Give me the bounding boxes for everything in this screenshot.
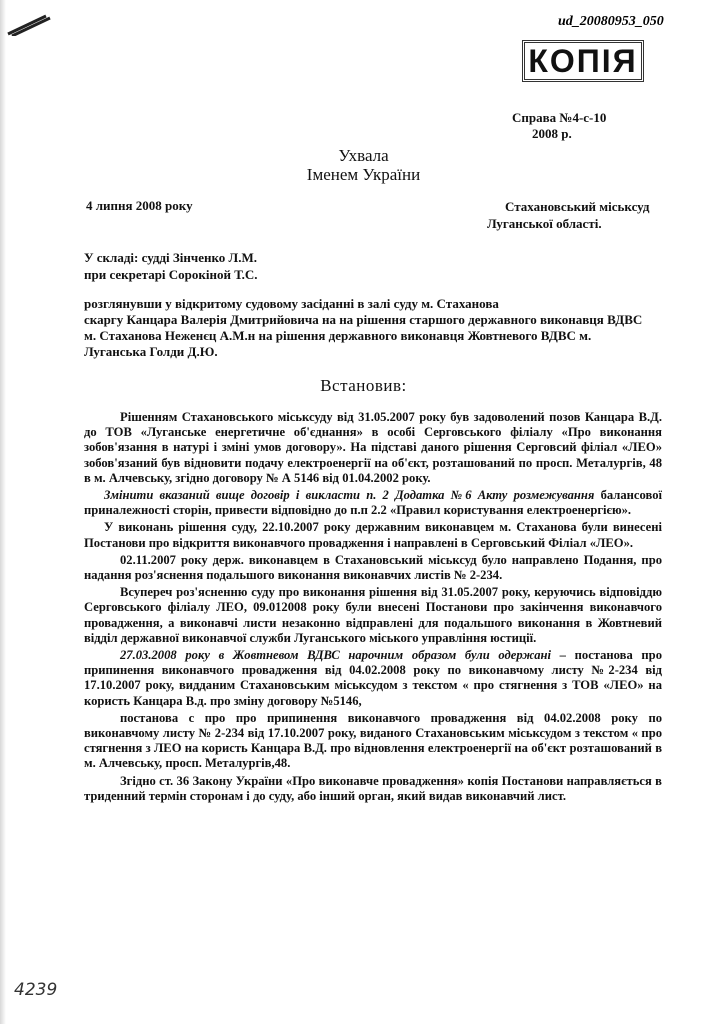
body-paragraph: Згідно ст. 36 Закону України «Про виконавче провадження» копія Постанови направляється в триденний термін сторонам і до суду, або інший орган, який видав виконавчий лист.	[84, 773, 662, 803]
document-subtitle: Іменем України	[306, 165, 421, 184]
court-region: Луганської області.	[487, 216, 602, 231]
body-paragraph: Рішенням Стахановського міськсуду від 31.05.2007 року був задоволений позов Канцара В.Д. до ТОВ «Луганське енергетичне об'єднання» в особі Серговського філіалу «Про виконання зобов'язання в натурі і зміні умов договору». На підставі даного рішення Серговсий філіал «ЛЕО» зобов'язаний був відновити подачу електроенергії на об'єкт, розташований по просп. Металургів, 48 в м. Алчевську, згідно договору № А 5146 від 01.04.2002 року.	[84, 410, 662, 485]
body-paragraph: 02.11.2007 року держ. виконавцем в Стахановський міськсуд було направлено Подання, про надання роз'яснення подальшого виконання виконавчих листів № 2-234.	[84, 552, 662, 583]
case-number-block	[512, 110, 606, 142]
ruling-body	[84, 410, 662, 806]
emphasis-text: Змінити вказаний вище договір і викласти п. 2 Додатка №6 Акту розмежування	[104, 488, 595, 503]
considered-line: скаргу Канцара Валерія Дмитрийовича на на рішення старшого державного виконавця ВДВС	[84, 312, 643, 327]
considered-line: Луганська Голди Д.Ю.	[84, 344, 218, 359]
panel-judge: У складі: судді Зінченко Л.М.	[84, 250, 257, 265]
paragraph-text: балансової приналежності сторін, привести відповідно до п.п 2.2 «Правил користування електроенергією».	[84, 488, 662, 518]
panel-secretary: при секретарі Сорокіной Т.С.	[84, 267, 258, 282]
considered-line: розглянувши у відкритому судовому засіданні в залі суду м. Стаханова	[84, 296, 499, 311]
court-panel	[84, 249, 258, 283]
body-paragraph: постанова с про про припинення виконавчого провадження від 04.02.2008 року по виконавчому листу № 2-234 від 17.10.2007 року, виданого Стахановським міськсудом з текстом « про стягнення з ЛЕО на користь Канцара В.Д. про відновлення електроенергії на об'єкт розташований в м. Алчевську, просп. Металургів,48.	[84, 710, 662, 771]
case-year: 2008 р.	[532, 126, 572, 141]
court-name-block	[487, 198, 649, 232]
body-paragraph	[84, 648, 662, 709]
court-name: Стахановський міськсуд	[505, 199, 650, 214]
body-paragraph	[84, 488, 662, 518]
document-id: ud_20080953_050	[558, 14, 664, 29]
copy-stamp: КОПІЯ	[522, 40, 644, 82]
case-number: Справа №4-с-10	[512, 110, 607, 125]
body-paragraph: У виконань рішення суду, 22.10.2007 року державним виконавцем м. Стаханова були винесені Постанови про відкриття виконавчого провадження і направлені в Серговський Філіал «ЛЕО».	[84, 520, 662, 550]
considered-line: м. Стаханова Неженєц А.М.н на рішення державного виконавця Жовтневого ВДВС м.	[84, 328, 592, 343]
considered-block	[84, 296, 654, 360]
ruling-date: 4 липня 2008 року	[86, 198, 193, 213]
document-title: Ухвала	[338, 146, 389, 165]
paragraph-text: – постанова про припинення виконавчого провадження від 04.02.2008 року по виконавчому листу №2-234 від 17.10.2007 року, видданим Стахановським міськсудом з текстом « про стягнення з ТОВ «ЛЕО» на користь Канцара В.д. про зміну договору №5146,	[84, 648, 662, 708]
pen-mark-icon	[6, 12, 52, 36]
section-heading: Встановив:	[320, 376, 407, 395]
handwritten-margin-number: 4239	[14, 980, 58, 1000]
body-paragraph: Всупереч роз'ясненню суду про виконання рішення від 31.05.2007 року, керуючись відповіддю Серговського філіалу ЛЕО, 09.012008 року були внесені Постанови про закінчення виконавчого провадження, а виконавчі листи незаконно відправлені для подальшого виконання в Жовтневий відділ державної виконавчої служби Луганського міського управління юстиції.	[84, 585, 662, 645]
emphasis-text: 27.03.2008 року в Жовтневом ВДВС нарочним образом були одержані	[120, 648, 551, 663]
